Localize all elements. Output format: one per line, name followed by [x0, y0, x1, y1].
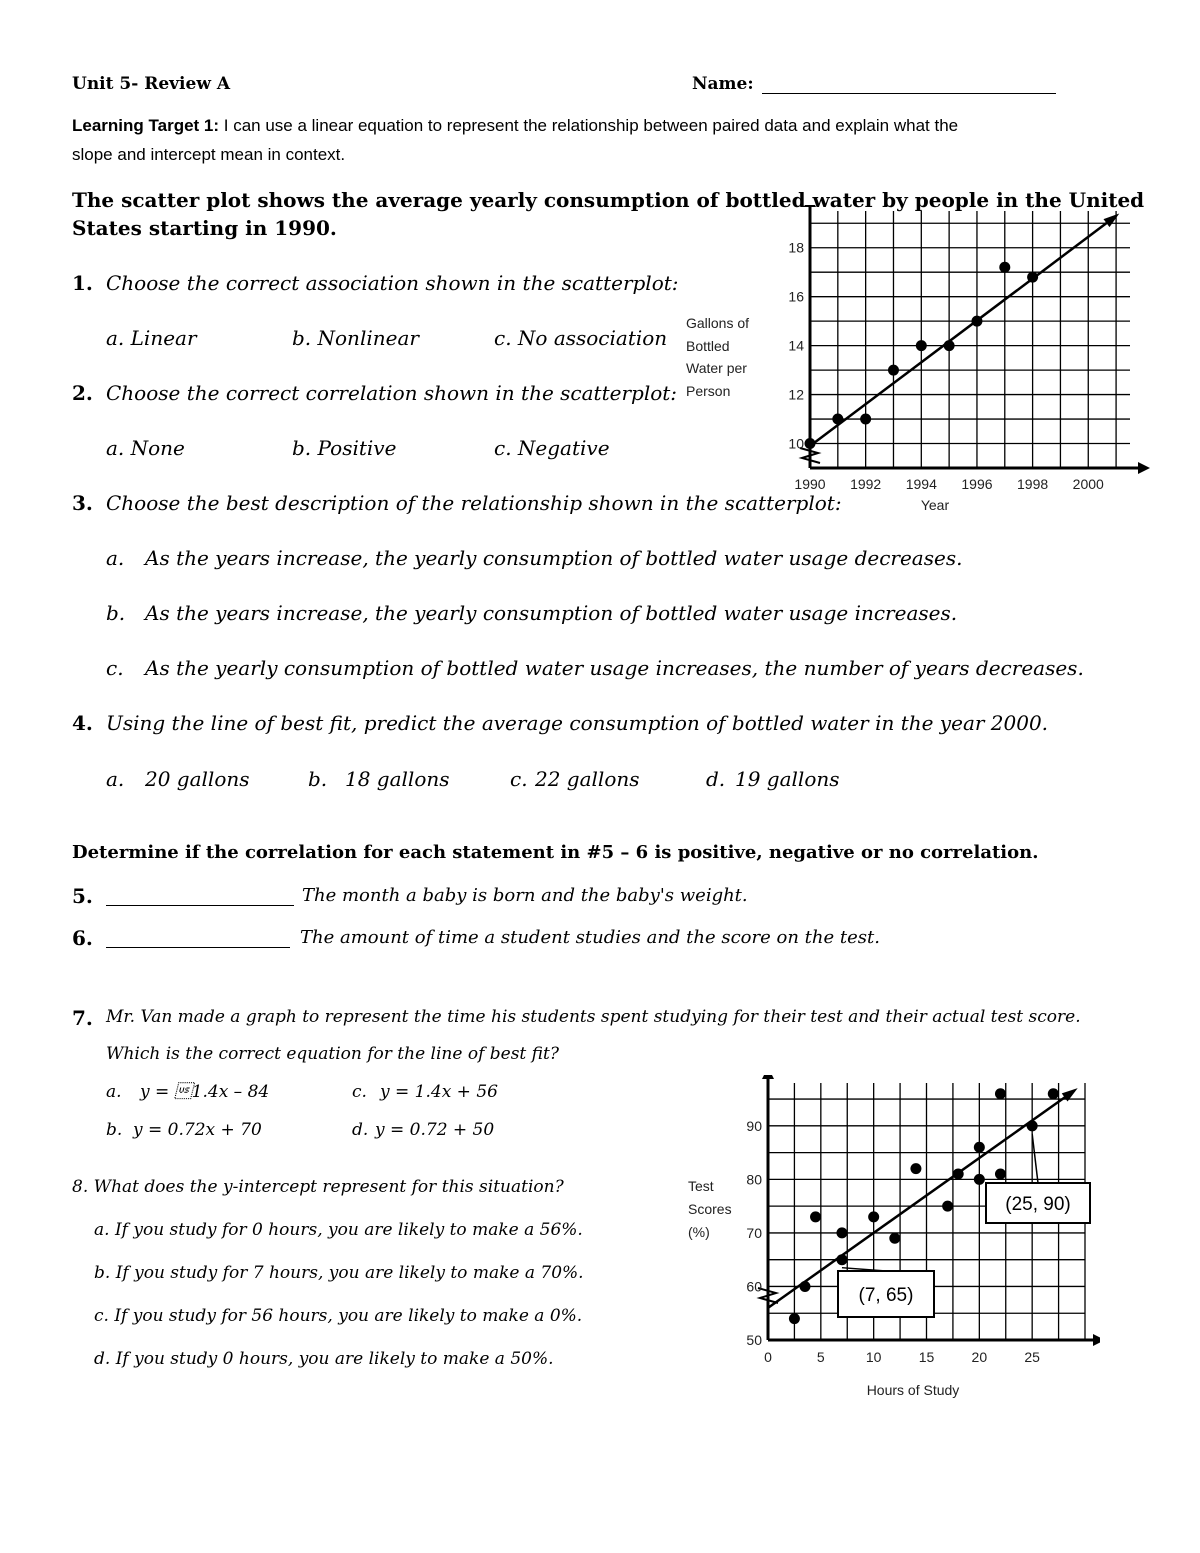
x-tick-label: 10: [865, 1349, 882, 1365]
data-point: [1027, 272, 1038, 283]
q4-option-d[interactable]: 19 gallons: [735, 767, 840, 791]
q1-option-a[interactable]: a. Linear: [106, 326, 197, 350]
q7-prompt-line1: Mr. Van made a graph to represent the time his students spent studying for their test and their actual test score.: [106, 1007, 1081, 1027]
section2-heading: Determine if the correlation for each statement in #5 – 6 is positive, negative or no correlation.: [72, 842, 1039, 863]
x-tick-label: 1996: [961, 476, 993, 492]
q7-prompt-line2: Which is the correct equation for the line of best fit?: [106, 1044, 559, 1064]
chart1-y-axis-label-line3: Water per: [686, 360, 747, 376]
data-point: [942, 1201, 953, 1212]
x-tick-label: 0: [764, 1349, 772, 1365]
q4-option-c-letter: c.: [510, 767, 528, 791]
annotation-label: (7, 65): [858, 1285, 914, 1306]
q1-number: 1.: [72, 271, 93, 295]
y-tick-label: 16: [788, 288, 804, 305]
q7-option-b[interactable]: y = 0.72x + 70: [133, 1120, 262, 1140]
data-point: [799, 1281, 810, 1292]
learning-target-text: I can use a linear equation to represent the relationship between paired data and explain what the: [219, 116, 959, 135]
data-point: [916, 340, 927, 351]
annotation-pointer: [1032, 1134, 1038, 1183]
q7-option-c-letter: c.: [352, 1082, 367, 1102]
chart1-trend-line: [810, 216, 1116, 446]
chart2-x-tick-labels: [764, 1349, 1040, 1365]
x-tick-label: 2000: [1072, 476, 1104, 492]
q7-option-a-letter: a.: [106, 1082, 122, 1102]
q2-option-b[interactable]: b. Positive: [292, 436, 397, 460]
data-point: [1048, 1088, 1059, 1099]
bottled-water-scatter-chart: [680, 205, 1150, 520]
q3-option-a[interactable]: As the years increase, the yearly consumption of bottled water usage decreases.: [145, 546, 963, 570]
chart1-grid: [810, 211, 1130, 468]
q2-number: 2.: [72, 381, 93, 405]
q3-option-a-letter: a.: [106, 546, 125, 570]
x-tick-label: 25: [1024, 1349, 1040, 1365]
x-tick-label: 1998: [1017, 476, 1049, 492]
data-point: [971, 316, 982, 327]
y-tick-label: 10: [788, 435, 804, 452]
data-point: [836, 1227, 847, 1238]
q4-option-d-letter: d.: [706, 767, 726, 791]
q7-option-c[interactable]: y = 1.4x + 56: [380, 1082, 498, 1102]
q6-text: The amount of time a student studies and the score on the test.: [300, 927, 880, 948]
y-tick-label: 70: [746, 1224, 762, 1241]
q5-number: 5.: [72, 884, 93, 908]
y-tick-label: 18: [788, 239, 804, 256]
study-hours-scatter-chart: [680, 1075, 1100, 1405]
q4-option-a-letter: a.: [106, 767, 125, 791]
q3-option-b-letter: b.: [106, 601, 126, 625]
q3-number: 3.: [72, 491, 93, 515]
q3-prompt: Choose the best description of the relationship shown in the scatterplot:: [106, 491, 842, 515]
data-point: [995, 1088, 1006, 1099]
chart1-y-tick-labels: [788, 240, 804, 452]
chart2-y-tick-labels: [746, 1118, 762, 1348]
name-label: [692, 74, 754, 94]
q4-option-b[interactable]: 18 gallons: [345, 767, 450, 791]
data-point: [805, 438, 816, 449]
q8-option-b[interactable]: b. If you study for 7 hours, you are likely to make a 70%.: [94, 1263, 584, 1283]
q3-option-c[interactable]: As the yearly consumption of bottled water usage increases, the number of years decreases.: [145, 656, 1084, 680]
data-point: [1027, 1120, 1038, 1131]
x-tick-label: 20: [971, 1349, 988, 1365]
data-point: [868, 1211, 879, 1222]
y-tick-label: 80: [746, 1171, 762, 1188]
q8-option-a[interactable]: a. If you study for 0 hours, you are likely to make a 56%.: [94, 1220, 583, 1240]
chart2-y-axis-label-line1: Test: [688, 1178, 714, 1194]
data-point: [889, 1233, 900, 1244]
x-tick-label: 1992: [850, 476, 882, 492]
x-tick-label: 5: [816, 1349, 825, 1365]
data-point: [974, 1142, 985, 1153]
q3-option-b[interactable]: As the years increase, the yearly consumption of bottled water usage increases.: [145, 601, 958, 625]
q7-option-d-letter: d.: [352, 1120, 369, 1140]
x-axis-arrowhead: [1138, 462, 1150, 474]
data-point: [910, 1163, 921, 1174]
q8-option-d[interactable]: d. If you study 0 hours, you are likely to make a 50%.: [94, 1349, 554, 1369]
data-point: [860, 414, 871, 425]
data-point: [832, 414, 843, 425]
chart1-x-axis-label: Year: [920, 497, 950, 513]
q5-answer-blank[interactable]: [106, 887, 294, 906]
chart2-y-axis-label-line3: (%): [688, 1224, 710, 1240]
q6-number: 6.: [72, 926, 93, 950]
x-axis-arrowhead: [1093, 1334, 1100, 1346]
annotation-label: (25, 90): [1005, 1194, 1071, 1215]
section1-intro-line2: States starting in 1990.: [72, 216, 337, 240]
learning-target-label: Learning Target 1:: [72, 116, 220, 135]
y-tick-label: 90: [746, 1117, 762, 1134]
data-point: [999, 262, 1010, 273]
q1-option-b[interactable]: b. Nonlinear: [292, 326, 419, 350]
q1-option-c[interactable]: c. No association: [494, 326, 668, 350]
q8-option-c[interactable]: c. If you study for 56 hours, you are likely to make a 0%.: [94, 1306, 583, 1326]
x-tick-label: 1994: [905, 476, 937, 492]
chart1-x-tick-labels: [794, 476, 1104, 492]
data-point: [995, 1169, 1006, 1180]
y-tick-label: 12: [788, 386, 804, 403]
section1-intro-line1: The scatter plot shows the average yearly consumption of bottled water by people in the United: [72, 188, 1145, 212]
chart2-annotations: [838, 1134, 1090, 1317]
q7-number: 7.: [72, 1006, 93, 1030]
unit-title: Unit 5- Review A: [72, 74, 231, 94]
chart2-y-axis-label-line2: Scores: [688, 1201, 732, 1217]
learning-target-line1: [72, 116, 958, 136]
data-point: [836, 1254, 847, 1265]
x-tick-label: 15: [918, 1349, 935, 1365]
learning-target-line2: slope and intercept mean in context.: [72, 145, 346, 164]
chart1-y-axis-label-line2: Bottled: [686, 338, 730, 354]
name-label-text: Name:: [692, 74, 754, 94]
data-point: [944, 340, 955, 351]
data-point: [974, 1174, 985, 1185]
q2-prompt: Choose the correct correlation shown in the scatterplot:: [106, 381, 678, 405]
data-point: [810, 1211, 821, 1222]
q1-prompt: Choose the correct association shown in the scatterplot:: [106, 271, 679, 295]
chart2-x-axis-label: Hours of Study: [866, 1382, 960, 1398]
data-point: [953, 1169, 964, 1180]
y-axis-arrowhead: [762, 1075, 774, 1079]
q3-option-c-letter: c.: [106, 656, 124, 680]
q7-option-a[interactable]: y = 1.4x – 84: [140, 1082, 270, 1102]
q2-option-c[interactable]: c. Negative: [494, 436, 610, 460]
q7-option-b-letter: b.: [106, 1120, 123, 1140]
data-point: [789, 1313, 800, 1324]
name-field[interactable]: [762, 93, 1056, 94]
q4-option-c[interactable]: 22 gallons: [535, 767, 640, 791]
y-tick-label: 14: [788, 337, 804, 354]
q4-number: 4.: [72, 711, 93, 735]
x-tick-label: 1990: [794, 476, 826, 492]
chart1-y-axis-label-line1: Gallons of: [686, 315, 750, 331]
q4-option-a[interactable]: 20 gallons: [145, 767, 250, 791]
q7-option-d[interactable]: y = 0.72 + 50: [375, 1120, 495, 1140]
chart1-axes: [800, 205, 1150, 474]
q4-option-b-letter: b.: [308, 767, 328, 791]
y-axis-arrowhead: [804, 205, 816, 207]
chart1-y-axis-label-line4: Person: [686, 383, 731, 399]
data-point: [888, 365, 899, 376]
q6-answer-blank[interactable]: [106, 929, 290, 948]
y-tick-label: 60: [746, 1278, 762, 1295]
y-tick-label: 50: [746, 1332, 762, 1348]
q5-text: The month a baby is born and the baby's weight.: [302, 885, 748, 906]
q2-option-a[interactable]: a. None: [106, 436, 185, 460]
q8-prompt: 8. What does the y-intercept represent for this situation?: [72, 1177, 564, 1197]
q4-prompt: Using the line of best fit, predict the average consumption of bottled water in the year 2000.: [106, 711, 1049, 735]
